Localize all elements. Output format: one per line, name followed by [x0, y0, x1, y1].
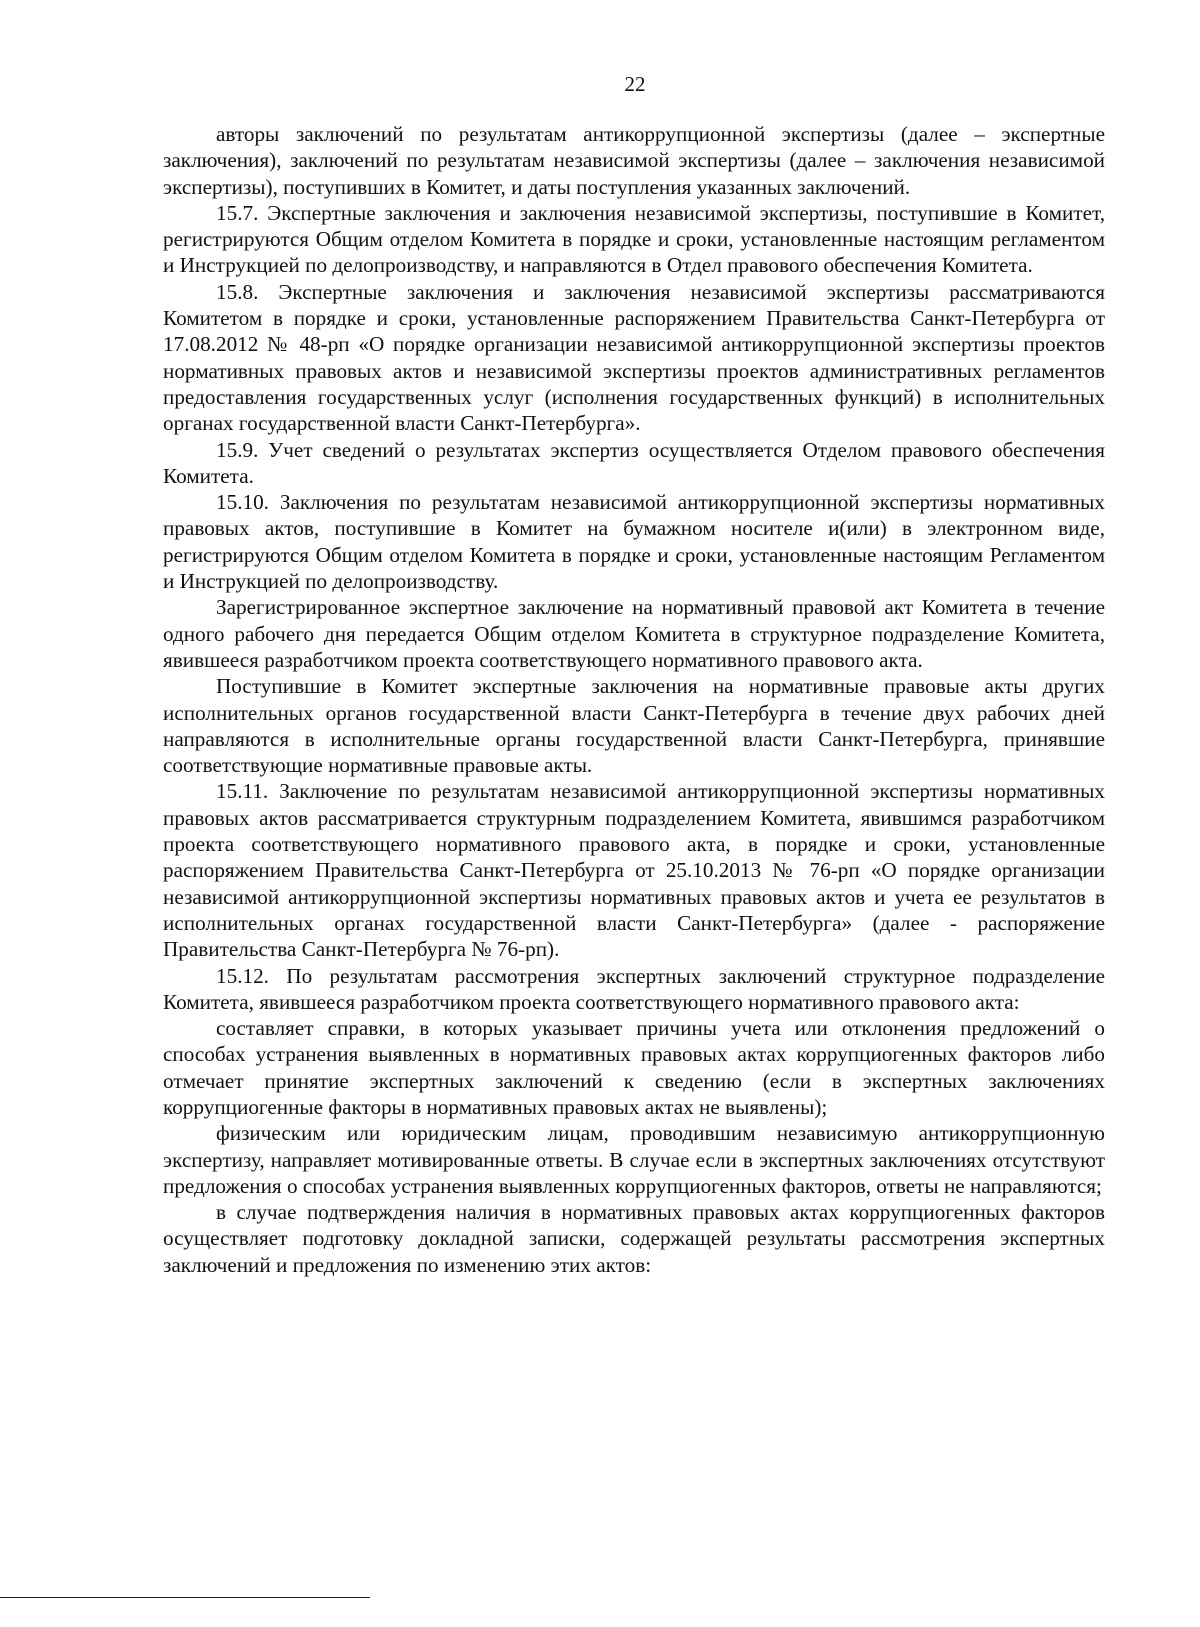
paragraph: составляет справки, в которых указывает причины учета или отклонения предложений о способах устранения выявленных в нормативных правовых актах коррупциогенных факторов либо отмечает принятие экспертных заключений к сведению (если в экспертных заключениях коррупциогенные факторы в нормативных правовых актах не выявлены);	[163, 1016, 1105, 1119]
page-number: 22	[624, 72, 646, 96]
paragraph: Поступившие в Комитет экспертные заключения на нормативные правовые акты других исполнительных органов государственной власти Санкт-Петербурга в течение двух рабочих дней направляются в исполнительные органы государственной власти Санкт-Петербурга, принявшие соответствующие нормативные правовые акты.	[163, 674, 1105, 778]
paragraph: 15.9. Учет сведений о результатах экспертиз осуществляется Отделом правового обеспечения Комитета.	[163, 437, 1105, 488]
paragraph: 15.12. По результатам рассмотрения экспертных заключений структурное подразделение Комитета, явившееся разработчиком проекта соответствующего нормативного правового акта:	[163, 963, 1105, 1014]
paragraph: 15.10. Заключения по результатам независимой антикоррупционной экспертизы нормативных правовых актов, поступившие в Комитет на бумажном носителе и(или) в электронном виде, регистрируются Общим отделом Комитета в порядке и сроки, установленные настоящим Регламентом и Инструкцией по делопроизводству.	[163, 490, 1105, 594]
paragraph: 15.8. Экспертные заключения и заключения независимой экспертизы рассматриваются Комитетом в порядке и сроки, установленные распоряжением Правительства Санкт-Петербурга от 17.08.2012 № 48-рп «О порядке организации независимой антикоррупционной экспертизы проектов нормативных правовых актов и независимой экспертизы проектов административных регламентов предоставления государственных услуг (исполнения государственных функций) в исполнительных органах государственной власти Санкт-Петербурга».	[163, 279, 1105, 436]
paragraph: в случае подтверждения наличия в нормативных правовых актах коррупциогенных факторов осуществляет подготовку докладной записки, содержащей результаты рассмотрения экспертных заключений и предложения по изменению этих актов:	[163, 1200, 1105, 1277]
paragraph: Зарегистрированное экспертное заключение на нормативный правовой акт Комитета в течение одного рабочего дня передается Общим отделом Комитета в структурное подразделение Комитета, явившееся разработчиком проекта соответствующего нормативного правового акта.	[163, 595, 1105, 672]
paragraph: физическим или юридическим лицам, проводившим независимую антикоррупционную экспертизу, направляет мотивированные ответы. В случае если в экспертных заключениях отсутствуют предложения о способах устранения выявленных коррупциогенных факторов, ответы не направляются;	[163, 1121, 1105, 1198]
document-body	[163, 121, 1105, 1278]
paragraph: 15.11. Заключение по результатам независимой антикоррупционной экспертизы нормативных правовых актов рассматривается структурным подразделением Комитета, явившимся разработчиком проекта соответствующего нормативного правового акта, в порядке и сроки, установленные распоряжением Правительства Санкт-Петербурга от 25.10.2013 № 76-рп «О порядке организации независимой антикоррупционной экспертизы нормативных правовых актов и учета ее результатов в исполнительных органах государственной власти Санкт-Петербурга» (далее - распоряжение Правительства Санкт-Петербурга № 76-рп).	[163, 779, 1105, 962]
paragraph: авторы заключений по результатам антикоррупционной экспертизы (далее – экспертные заключения), заключений по результатам независимой экспертизы (далее – заключения независимой экспертизы), поступивших в Комитет, и даты поступления указанных заключений.	[163, 122, 1105, 199]
footnote-rule	[0, 1597, 370, 1598]
paragraph: 15.7. Экспертные заключения и заключения независимой экспертизы, поступившие в Комитет, регистрируются Общим отделом Комитета в порядке и сроки, установленные настоящим регламентом и Инструкцией по делопроизводству, и направляются в Отдел правового обеспечения Комитета.	[163, 200, 1105, 278]
